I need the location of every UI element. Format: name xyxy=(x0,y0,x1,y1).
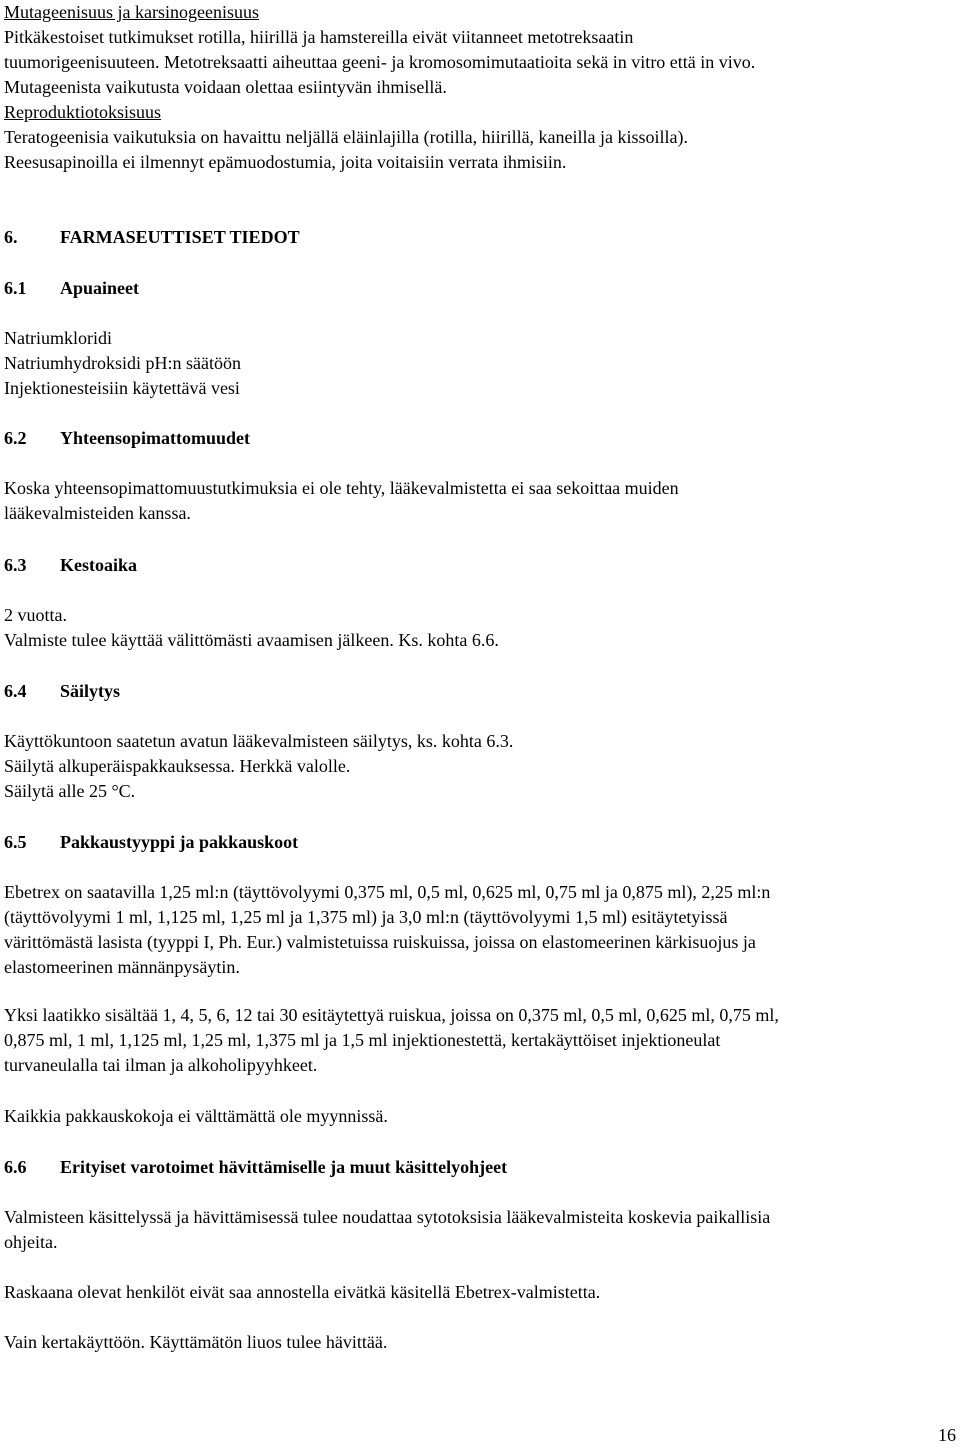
excipient-item: Natriumhydroksidi pH:n säätöön xyxy=(4,353,241,373)
section-title: Apuaineet xyxy=(60,278,140,298)
package-paragraph-2 xyxy=(4,1003,779,1078)
paragraph-line: värittömästä lasista (tyyppi I, Ph. Eur.) valmistetuissa ruiskuissa, joissa on elastomeerinen kärkisuojus ja xyxy=(4,932,756,952)
paragraph-line: Kaikkia pakkauskokoja ei välttämättä ole myynnissä. xyxy=(4,1106,388,1126)
section-title: Erityiset varotoimet hävittämiselle ja muut käsittelyohjeet xyxy=(60,1157,508,1177)
section-6-2-heading xyxy=(4,426,250,451)
section-title: FARMASEUTTISET TIEDOT xyxy=(60,227,300,247)
section-number: 6.2 xyxy=(4,428,27,448)
disposal-paragraph-2 xyxy=(4,1280,600,1305)
section-6-6-heading xyxy=(4,1155,507,1180)
section-number: 6.6 xyxy=(4,1157,27,1177)
mutagenicity-line: Mutageenista vaikutusta voidaan olettaa esiintyvän ihmisellä. xyxy=(4,77,447,97)
section-title: Säilytys xyxy=(60,681,121,701)
paragraph-line: (täyttövolyymi 1 ml, 1,125 ml, 1,25 ml ja 1,375 ml) ja 3,0 ml:n (täyttövolyymi 1,5 ml) esitäytetyissä xyxy=(4,907,728,927)
paragraph-line: turvaneulalla tai ilman ja alkoholipyyhkeet. xyxy=(4,1055,318,1075)
paragraph-line: Raskaana olevat henkilöt eivät saa annostella eivätkä käsitellä Ebetrex-valmistetta. xyxy=(4,1282,601,1302)
section-number: 6. xyxy=(4,227,18,247)
mutagenicity-block xyxy=(4,0,755,175)
excipient-item: Injektionesteisiin käytettävä vesi xyxy=(4,378,240,398)
section-6-3-heading xyxy=(4,553,137,578)
paragraph-line: 0,875 ml, 1 ml, 1,125 ml, 1,25 ml, 1,375 ml ja 1,5 ml injektionestettä, kertakäyttöiset injektioneulat xyxy=(4,1030,721,1050)
storage-text xyxy=(4,729,513,804)
package-paragraph-3 xyxy=(4,1104,388,1129)
section-6-heading xyxy=(4,225,300,250)
excipient-item: Natriumkloridi xyxy=(4,328,112,348)
section-title: Kestoaika xyxy=(60,555,138,575)
paragraph-line: Säilytä alkuperäispakkauksessa. Herkkä valolle. xyxy=(4,756,351,776)
paragraph-line: elastomeerinen männänpysäytin. xyxy=(4,957,240,977)
disposal-paragraph-1 xyxy=(4,1205,770,1255)
paragraph-line: Valmiste tulee käyttää välittömästi avaamisen jälkeen. Ks. kohta 6.6. xyxy=(4,630,499,650)
section-number: 6.1 xyxy=(4,278,27,298)
mutagenicity-heading: Mutageenisuus ja karsinogeenisuus xyxy=(4,2,259,22)
paragraph-line: Käyttökuntoon saatetun avatun lääkevalmisteen säilytys, ks. kohta 6.3. xyxy=(4,731,514,751)
paragraph-line: Koska yhteensopimattomuustutkimuksia ei ole tehty, lääkevalmistetta ei saa sekoittaa muiden xyxy=(4,478,679,498)
section-title: Yhteensopimattomuudet xyxy=(60,428,251,448)
package-paragraph-1 xyxy=(4,880,770,980)
shelf-life-text xyxy=(4,603,499,653)
paragraph-line: Valmisteen käsittelyssä ja hävittämisessä tulee noudattaa sytotoksisia lääkevalmisteita koskevia paikallisia xyxy=(4,1207,771,1227)
section-6-4-heading xyxy=(4,679,120,704)
disposal-paragraph-3 xyxy=(4,1330,387,1355)
page-number: 16 xyxy=(938,1425,956,1445)
mutagenicity-line: Pitkäkestoiset tutkimukset rotilla, hiirillä ja hamstereilla eivät viitanneet metotreksaatin xyxy=(4,27,634,47)
reproduction-heading: Reproduktiotoksisuus xyxy=(4,102,162,122)
mutagenicity-line: tuumorigeenisuuteen. Metotreksaatti aiheuttaa geeni- ja kromosomimutaatioita sekä in vitro että in vivo. xyxy=(4,52,756,72)
reproduction-line: Reesusapinoilla ei ilmennyt epämuodostumia, joita voitaisiin verrata ihmisiin. xyxy=(4,152,567,172)
reproduction-line: Teratogeenisia vaikutuksia on havaittu neljällä eläinlajilla (rotilla, hiirillä, kaneilla ja kissoilla). xyxy=(4,127,689,147)
paragraph-line: Ebetrex on saatavilla 1,25 ml:n (täyttövolyymi 0,375 ml, 0,5 ml, 0,625 ml, 0,75 ml ja 0,875 ml), 2,25 ml:n xyxy=(4,882,771,902)
section-6-5-heading xyxy=(4,830,298,855)
section-title: Pakkaustyyppi ja pakkauskoot xyxy=(60,832,299,852)
section-6-1-heading xyxy=(4,276,139,301)
section-number: 6.4 xyxy=(4,681,27,701)
paragraph-line: lääkevalmisteiden kanssa. xyxy=(4,503,191,523)
section-number: 6.3 xyxy=(4,555,27,575)
paragraph-line: Yksi laatikko sisältää 1, 4, 5, 6, 12 tai 30 esitäytettyä ruiskua, joissa on 0,375 ml, 0,5 ml, 0,625 ml, 0,75 ml, xyxy=(4,1005,779,1025)
paragraph-line: Säilytä alle 25 °C. xyxy=(4,781,136,801)
paragraph-line: 2 vuotta. xyxy=(4,605,67,625)
excipients-list xyxy=(4,326,241,401)
paragraph-line: ohjeita. xyxy=(4,1232,58,1252)
section-number: 6.5 xyxy=(4,832,27,852)
paragraph-line: Vain kertakäyttöön. Käyttämätön liuos tulee hävittää. xyxy=(4,1332,388,1352)
incompatibilities-text xyxy=(4,476,679,526)
